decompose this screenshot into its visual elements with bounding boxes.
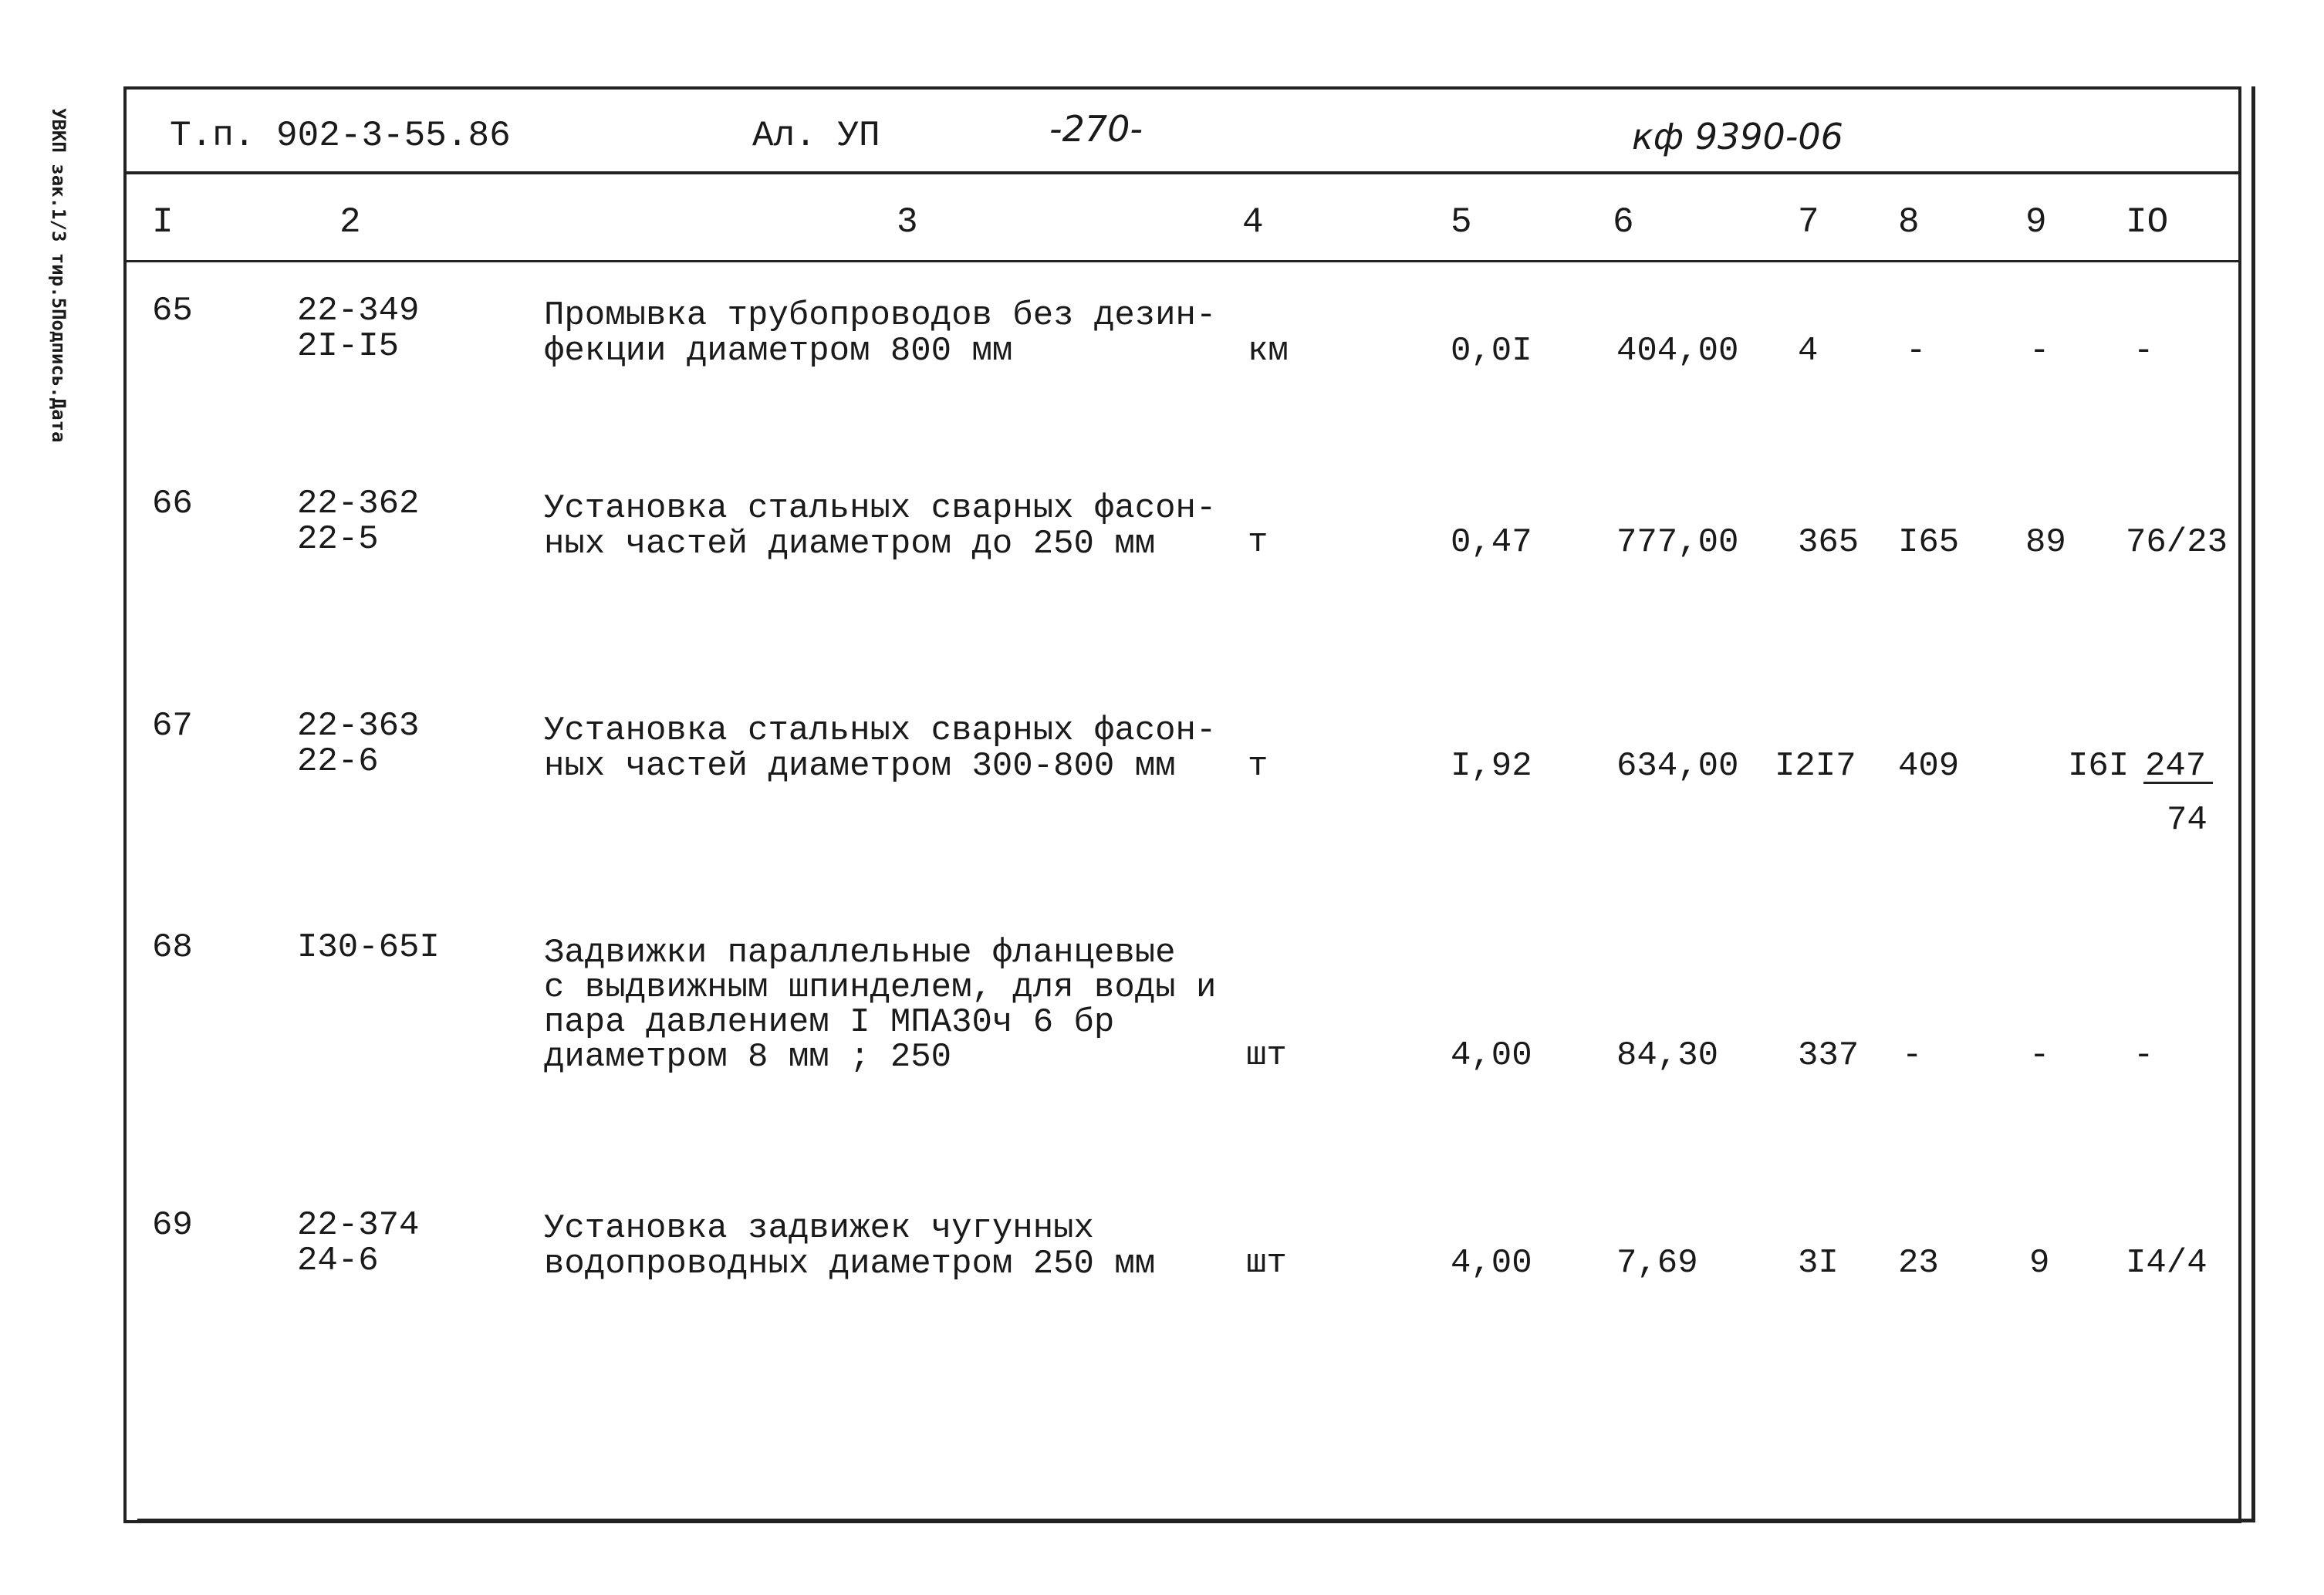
col-header-5: 5: [1451, 202, 1472, 242]
col10-value: -: [2133, 332, 2154, 370]
unit: шт: [1246, 1244, 1287, 1282]
rate-code: 22-349 2I-I5: [297, 292, 420, 366]
col10-fraction-top: 247: [2145, 747, 2207, 786]
col7-value: 365: [1798, 523, 1860, 562]
col8-value: I65: [1898, 523, 1960, 562]
col10-fraction-bottom: 74: [2167, 801, 2207, 840]
col9-value: 89: [2025, 523, 2066, 562]
rate-code: 22-363 22-6: [297, 707, 420, 781]
col10-value: 76/23: [2126, 523, 2228, 562]
unit-price: 634,00: [1616, 747, 1739, 786]
row-number: 67: [152, 707, 193, 745]
work-description: Промывка трубопроводов без дезин- фекции диаметром 800 мм: [544, 296, 1217, 370]
col-header-10: IO: [2126, 202, 2169, 242]
col7-value: 4: [1798, 332, 1819, 370]
unit: шт: [1246, 1036, 1287, 1075]
col9-value: I6I: [2068, 747, 2130, 786]
row-number: 69: [152, 1206, 193, 1245]
col-header-8: 8: [1898, 202, 1920, 242]
rate-code: I30-65I: [297, 928, 440, 967]
quantity: I,92: [1451, 747, 1532, 786]
unit: т: [1248, 747, 1268, 786]
quantity: 4,00: [1451, 1244, 1532, 1282]
margin-stamp: [48, 100, 100, 502]
col8-value: -: [1906, 332, 1927, 370]
col-header-2: 2: [339, 202, 361, 242]
rate-code: 22-362 22-5: [297, 485, 420, 559]
col7-value: 3I: [1798, 1244, 1839, 1282]
document-code: кф 9390-06: [1632, 116, 1843, 157]
column-header-divider: [127, 260, 2241, 262]
quantity: 0,0I: [1451, 332, 1532, 370]
quantity: 4,00: [1451, 1036, 1532, 1075]
col10-value: -: [2133, 1036, 2154, 1075]
work-description: Задвижки параллельные фланцевые с выдвижным шпинделем, для воды и пара давлением I МПА30ч 6 бр диаметром 8 мм ; 250: [544, 934, 1217, 1076]
row-number: 65: [152, 292, 193, 330]
work-description: Установка стальных сварных фасон- ных частей диаметром до 250 мм: [544, 489, 1217, 563]
frame-bottom-edge: [137, 1519, 2255, 1522]
quantity: 0,47: [1451, 523, 1532, 562]
unit-price: 7,69: [1616, 1244, 1698, 1282]
col-header-9: 9: [2025, 202, 2047, 242]
unit-price: 404,00: [1616, 332, 1739, 370]
col-header-4: 4: [1242, 202, 1264, 242]
col9-value: -: [2029, 332, 2050, 370]
unit: км: [1248, 332, 1289, 370]
row-number: 66: [152, 485, 193, 523]
project-number: Т.п. 902-3-55.86: [170, 116, 511, 156]
page-number: -270-: [1049, 108, 1143, 150]
margin-stamp-text: УВКП зак.1/3 тир.5Подпись.Дата: [48, 108, 69, 443]
unit-price: 777,00: [1616, 523, 1739, 562]
col7-value: 337: [1798, 1036, 1860, 1075]
col-header-6: 6: [1613, 202, 1634, 242]
col10-fraction-line: [2143, 782, 2213, 784]
header-divider: [127, 171, 2241, 174]
col-header-1: I: [152, 202, 174, 242]
work-description: Установка стальных сварных фасон- ных частей диаметром 300-800 мм: [544, 711, 1217, 786]
col-header-3: 3: [897, 202, 918, 242]
unit: т: [1248, 523, 1268, 562]
rate-code: 22-374 24-6: [297, 1206, 420, 1280]
col9-value: -: [2029, 1036, 2050, 1075]
col10-value: I4/4: [2126, 1244, 2207, 1282]
unit-price: 84,30: [1616, 1036, 1719, 1075]
col8-value: 23: [1898, 1244, 1939, 1282]
col8-value: 409: [1898, 747, 1960, 786]
album-label: Ал. УП: [752, 116, 880, 156]
col9-value: 9: [2029, 1244, 2050, 1282]
col7-value: I2I7: [1775, 747, 1856, 786]
frame-right-edge: [2251, 86, 2255, 1522]
col8-value: -: [1902, 1036, 1923, 1075]
col-header-7: 7: [1798, 202, 1819, 242]
row-number: 68: [152, 928, 193, 967]
work-description: Установка задвижек чугунных водопроводных диаметром 250 мм: [544, 1209, 1156, 1283]
